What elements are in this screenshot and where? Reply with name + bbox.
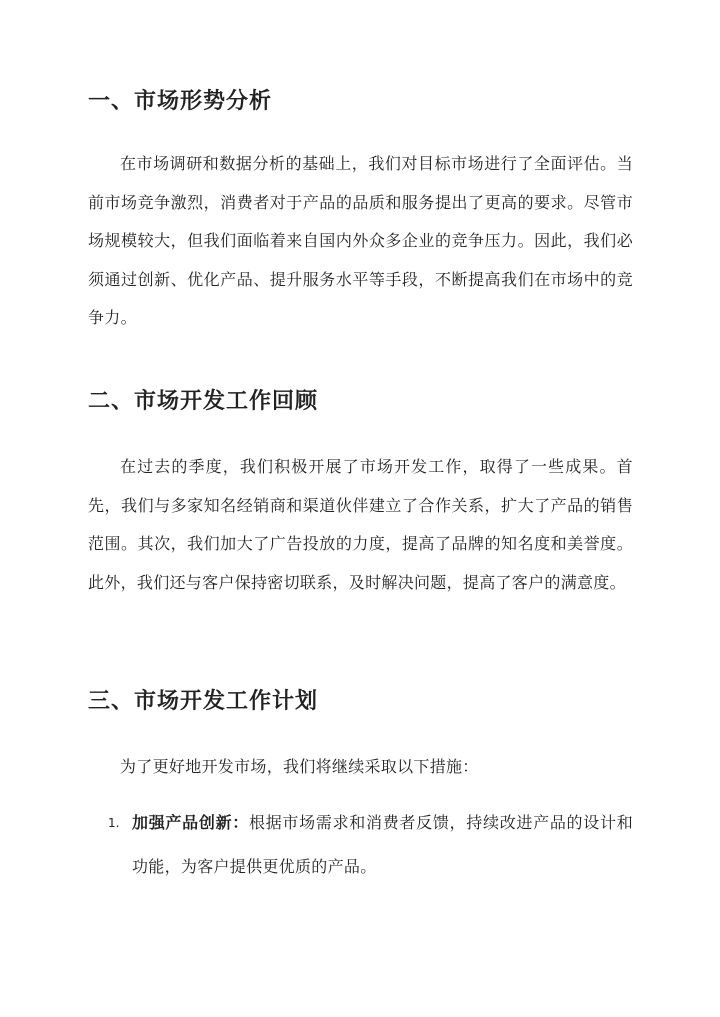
section-heading-market-situation: 一、市场形势分析 xyxy=(88,89,273,114)
list-item xyxy=(108,801,633,889)
paragraph-market-situation: 在市场调研和数据分析的基础上，我们对目标市场进行了全面评估。当前市场竞争激烈，消费者对于产品的品质和服务提出了更高的要求。尽管市场规模较大，但我们面临着来自国内外众多企业的竞争压力。因此，我们必须通过创新、优化产品、提升服务水平等手段，不断提高我们在市场中的竞争力。 xyxy=(88,154,633,328)
section-heading-development-plan: 三、市场开发工作计划 xyxy=(88,689,319,714)
list-item-text: 根据市场需求和消费者反馈，持续改进产品的设计和功能，为客户提供更优质的产品。 xyxy=(132,813,633,876)
paragraph-development-review: 在过去的季度，我们积极开展了市场开发工作，取得了一些成果。首先，我们与多家知名经销商和渠道伙伴建立了合作关系，扩大了产品的销售范围。其次，我们加大了广告投放的力度，提高了品牌的知名度和美誉度。此外，我们还与客户保持密切联系，及时解决问题，提高了客户的满意度。 xyxy=(88,457,633,592)
list-item-body xyxy=(108,801,633,889)
paragraph-development-plan: 为了更好地开发市场，我们将继续采取以下措施： xyxy=(120,757,479,776)
list-number: 1. xyxy=(108,816,120,830)
list-item-title: 加强产品创新： xyxy=(132,813,249,832)
section-heading-development-review: 二、市场开发工作回顾 xyxy=(88,389,319,414)
